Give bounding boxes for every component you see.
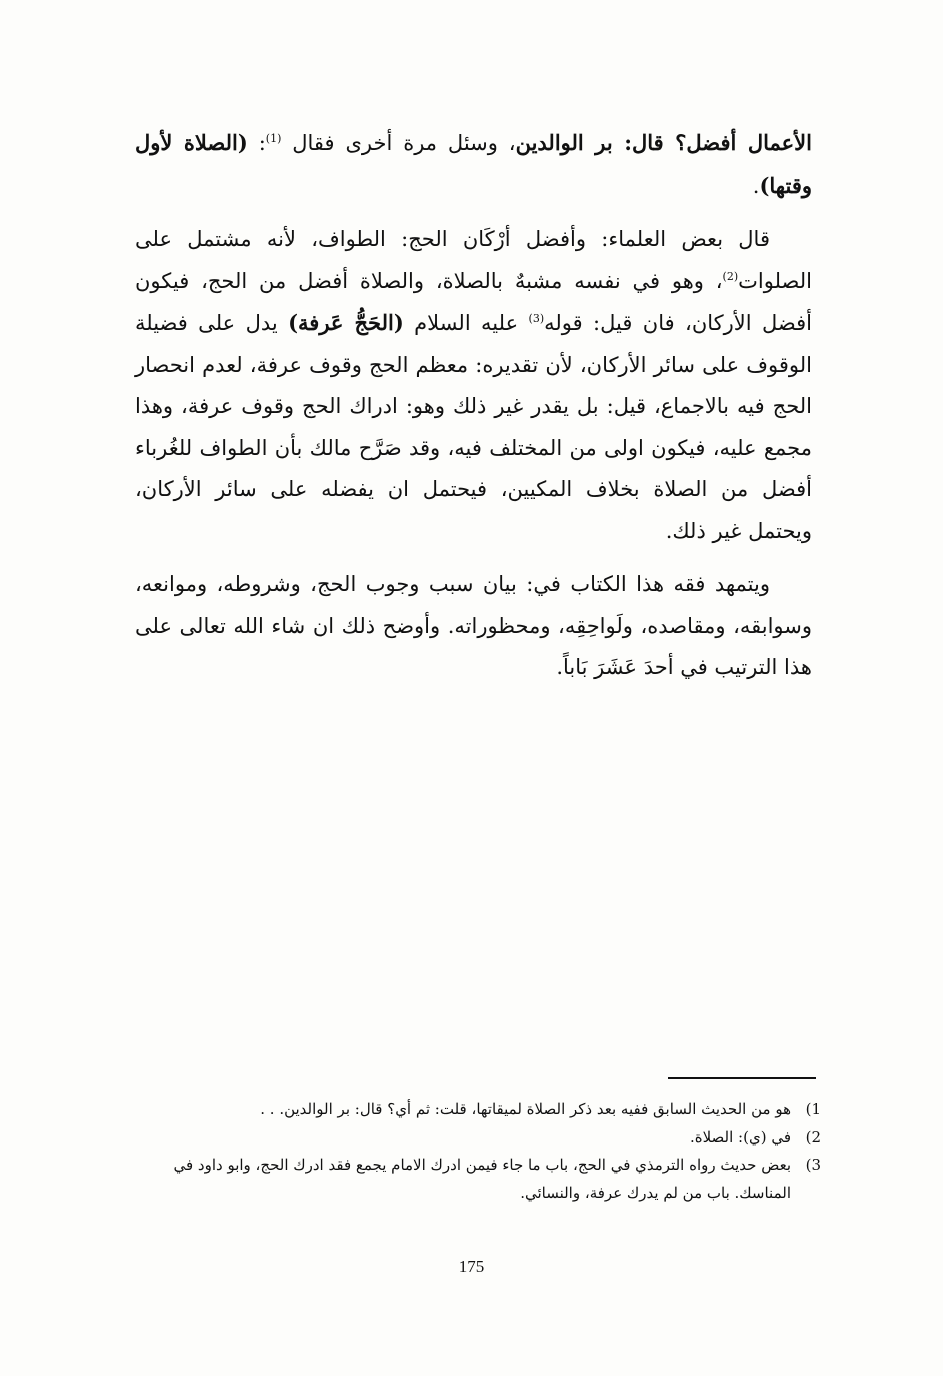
footnote-3 (135, 1151, 821, 1207)
paragraph-2 (135, 219, 812, 552)
footnote-text: هو من الحديث السابق ففيه بعد ذكر الصلاة لميقاتها، قلت: ثم أي؟ قال: بر الوالدين. . . (260, 1100, 791, 1118)
text-run: . (752, 173, 760, 198)
main-text (135, 122, 812, 701)
text-run: قال بعض العلماء: وأفضل أرْكَان الحج: الطواف، لأنه مشتمل على الصلوات (135, 227, 812, 293)
footnote-separator (668, 1077, 816, 1079)
footnote-ref-2: (2) (722, 269, 739, 283)
page-number: 175 (458, 1257, 485, 1276)
paragraph-3 (135, 564, 812, 689)
footnote-text: بعض حديث رواه الترمذي في الحج، باب ما جاء فيمن ادرك الامام يجمع فقد ادرك الحج، وابو داود في المناسك. باب من لم يدرك عرفة، والنسائي. (173, 1156, 791, 1202)
footnote-2 (135, 1123, 821, 1151)
footnote-ref-3: (3) (528, 312, 545, 325)
hadith-quote: (الحَجُّ عَرفة) (288, 310, 404, 335)
hadith-quote: (الصلاة لأول وقتها) (135, 130, 812, 198)
footnote-1 (135, 1095, 821, 1123)
footnote-number: 2) (805, 1128, 821, 1146)
text-run: عليه السلام (414, 311, 519, 335)
text-run: ، وهو في نفسه مشبهٌ بالصلاة، والصلاة أفضل من الحج، فيكون أفضل الأركان، فان قيل: قوله (135, 268, 812, 335)
paragraph-1 (135, 122, 812, 207)
text-run: يدل على فضيلة الوقوف على سائر الأركان، لأن تقديره: معظم الحج وقوف عرفة، لعدم انحصار الحج فيه بالاجماع، قيل: بل يقدر غير ذلك وهو: ادراك الحج وقوف عرفة، وهذا مجمع عليه، فيكون اولى من المختلف فيه، وقد صَرَّح مالك بأن الطواف للغُرباء أفضل من الصلاة بخلاف المكيين، فيحتمل ان يفضله على سائر الأركان، ويحتمل غير ذلك. (135, 311, 812, 543)
text-run: : (258, 131, 266, 155)
footnotes (135, 1095, 821, 1207)
footnote-number: 3) (805, 1156, 821, 1174)
hadith-quote: الأعمال أفضل؟ قال: بر الوالدين (515, 130, 812, 155)
text-run: ، وسئل مرة أخرى فقال (292, 131, 516, 155)
footnote-number: 1) (805, 1100, 821, 1118)
footnote-text: في (ي): الصلاة. (689, 1128, 791, 1146)
footnote-ref-1: (1) (265, 132, 282, 145)
text-run: ويتمهد فقه هذا الكتاب في: بيان سبب وجوب الحج، وشروطه، وموانعه، وسوابقه، ومقاصده، ولَواحِقِه، ومحظوراته. وأوضح ذلك ان شاء الله تعالى على هذا الترتيب في أحدَ عَشَرَ بَاباً. (135, 572, 812, 679)
